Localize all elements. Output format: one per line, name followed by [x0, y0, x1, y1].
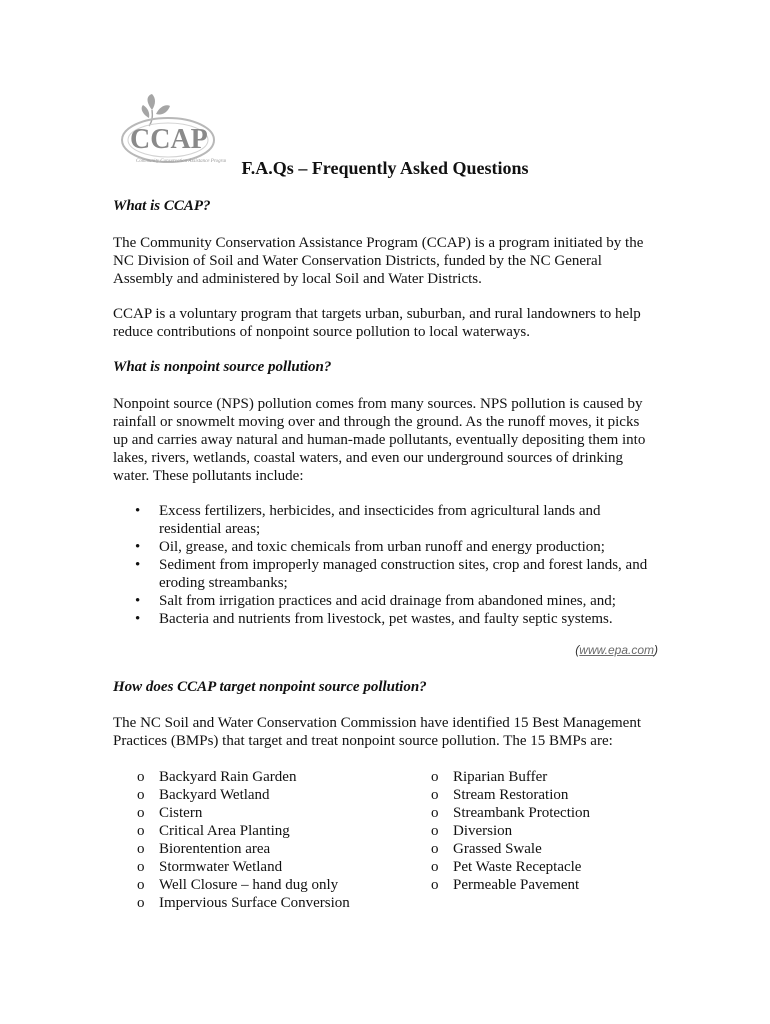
- logo-subtext: Community Conservation Assistance Program: [136, 159, 226, 164]
- logo-wordmark: CCAP: [130, 124, 208, 155]
- list-item: o Stream Restoration: [431, 786, 590, 804]
- list-item: o Cistern: [137, 804, 350, 822]
- list-item: o Stormwater Wetland: [137, 858, 350, 876]
- question-ccap-target: How does CCAP target nonpoint source pollution?: [113, 679, 427, 695]
- source-citation: (www.epa.com): [575, 643, 658, 657]
- list-item: o Grassed Swale: [431, 840, 590, 858]
- pollutants-list: [113, 502, 661, 628]
- page-title: F.A.Qs – Frequently Asked Questions: [241, 158, 529, 178]
- list-item: • Sediment from improperly managed construction sites, crop and forest lands, and eroding streambanks;: [113, 556, 661, 592]
- list-item: o Backyard Rain Garden: [137, 768, 350, 786]
- list-item: o Pet Waste Receptacle: [431, 858, 590, 876]
- list-item: o Riparian Buffer: [431, 768, 590, 786]
- answer-bmps-intro: The NC Soil and Water Conservation Commission have identified 15 Best Management Practices (BMPs) that target and treat nonpoint source pollution. The 15 BMPs are:: [113, 715, 642, 749]
- question-what-is-ccap: What is CCAP?: [113, 198, 211, 214]
- answer-ccap-voluntary: CCAP is a voluntary program that targets urban, suburban, and rural landowners to help reduce contributions of nonpoint source pollution to local waterways.: [113, 306, 641, 340]
- list-item: • Salt from irrigation practices and acid drainage from abandoned mines, and;: [113, 592, 661, 610]
- list-item: • Excess fertilizers, herbicides, and insecticides from agricultural lands and residential areas;: [113, 502, 661, 538]
- epa-link[interactable]: www.epa.com: [579, 643, 654, 657]
- list-item: o Diversion: [431, 822, 590, 840]
- list-item: o Impervious Surface Conversion: [137, 894, 350, 912]
- list-item: o Permeable Pavement: [431, 876, 590, 894]
- list-item: • Bacteria and nutrients from livestock, pet wastes, and faulty septic systems.: [113, 610, 661, 628]
- question-nonpoint-source: What is nonpoint source pollution?: [113, 359, 332, 375]
- bmp-list-left: [137, 768, 350, 912]
- list-item: o Well Closure – hand dug only: [137, 876, 350, 894]
- list-item: o Critical Area Planting: [137, 822, 350, 840]
- list-item: • Oil, grease, and toxic chemicals from urban runoff and energy production;: [113, 538, 661, 556]
- bmp-list-right: [431, 768, 590, 894]
- answer-nps-definition: Nonpoint source (NPS) pollution comes from many sources. NPS pollution is caused by rainfall or snowmelt moving over and through the ground. As the runoff moves, it picks up and carries away natural and human-made pollutants, eventually depositing them into lakes, rivers, wetlands, coastal waters, and even our underground sources of drinking water. These pollutants include:: [113, 396, 646, 484]
- answer-ccap-definition: The Community Conservation Assistance Program (CCAP) is a program initiated by the NC Division of Soil and Water Conservation Districts, funded by the NC General Assembly and administered by local Soil and Water Districts.: [113, 235, 644, 287]
- list-item: o Backyard Wetland: [137, 786, 350, 804]
- list-item: o Biorentention area: [137, 840, 350, 858]
- list-item: o Streambank Protection: [431, 804, 590, 822]
